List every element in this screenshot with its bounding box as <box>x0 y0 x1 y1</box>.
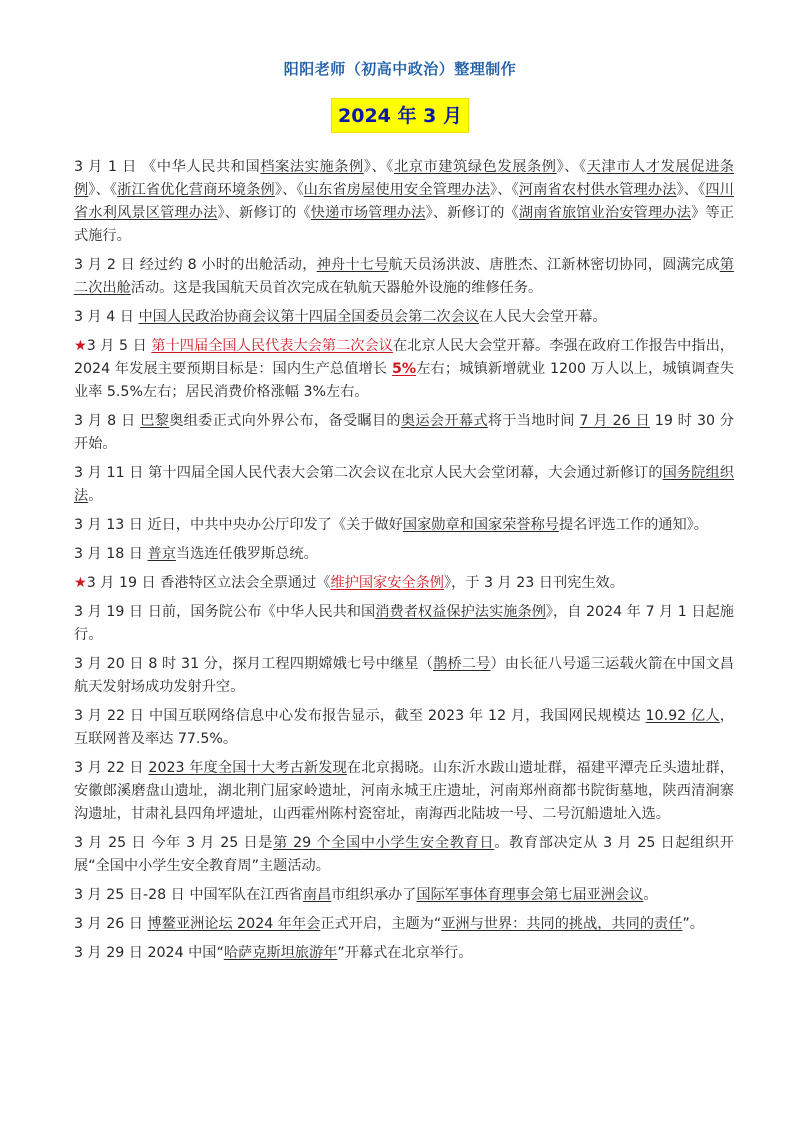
event-list <box>74 156 734 971</box>
event-entry <box>74 572 734 595</box>
event-entry <box>74 757 734 826</box>
highlighted-term: 浙江省优化营商环境条例 <box>117 182 275 198</box>
entry-text: 在人民大会堂开幕。 <box>478 309 607 325</box>
highlighted-term: 5% <box>391 361 417 377</box>
highlighted-term: 快递市场管理办法 <box>310 205 426 221</box>
entry-text: 》、《 <box>88 182 118 198</box>
entry-text: 》等正式施行。 <box>74 205 734 244</box>
entry-text: 在北京人民大会堂开幕。李强在政府工作报告中指出，2024 年发展主要预期目标是：国内生产总值增长 <box>74 338 734 377</box>
highlighted-term: 哈萨克斯坦旅游年 <box>223 945 338 961</box>
event-entry <box>74 514 734 537</box>
highlighted-term: 第 29 个全国中小学生安全教育日 <box>273 835 495 851</box>
entry-text: 》，于 3 月 23 日刊宪生效。 <box>444 575 624 591</box>
entry-text: 。 <box>643 887 658 903</box>
highlighted-term: 鹊桥二号 <box>433 656 491 672</box>
entry-text: 当选连任俄罗斯总统。 <box>175 546 318 562</box>
entry-text: 3 月 5 日 <box>86 338 152 354</box>
entry-text: 》、新修订的《 <box>217 205 311 221</box>
entry-text: 航天员汤洪波、唐胜杰、江新林密切协同，圆满完成 <box>388 257 720 273</box>
highlighted-term: 河南省农村供水管理办法 <box>518 182 677 198</box>
entry-text: 》、《 <box>363 159 394 175</box>
entry-text: 3 月 29 日 2024 中国“ <box>74 945 224 961</box>
entry-text: ”。 <box>682 916 704 932</box>
entry-text: 3 月 22 日 <box>74 760 149 776</box>
entry-text: 奥组委正式向外界公布，备受瞩目的 <box>169 413 401 429</box>
entry-text: 市组织承办了 <box>331 887 417 903</box>
entry-text: 3 月 4 日 <box>74 309 139 325</box>
event-entry <box>74 462 734 508</box>
event-entry <box>74 942 734 965</box>
entry-text: 》、新修订的《 <box>425 205 519 221</box>
entry-text: 左右；城镇新增就业 1200 万人以上，城镇调查失业率 5.5%左右；居民消费价格涨幅 3%左右。 <box>74 361 734 400</box>
event-entry <box>74 156 734 248</box>
highlighted-term: 亚洲与世界：共同的挑战，共同的责任 <box>441 916 683 932</box>
entry-text: 3 月 2 日 经过约 8 小时的出舱活动， <box>74 257 317 273</box>
highlighted-term: 山东省房屋使用安全管理办法 <box>303 182 491 198</box>
entry-text: 活动。这是我国航天员首次完成在轨航天器舱外设施的维修任务。 <box>130 280 543 296</box>
title-wrap <box>0 98 800 133</box>
event-entry <box>74 306 734 329</box>
entry-text: 》、《 <box>274 182 304 198</box>
highlighted-term: 普京 <box>147 546 176 562</box>
event-entry <box>74 832 734 878</box>
highlighted-term: 维护国家安全条例 <box>330 575 444 591</box>
page-header: 阳阳老师（初高中政治）整理制作 <box>283 60 517 78</box>
highlighted-term: 奥运会开幕式 <box>400 413 488 429</box>
entry-text: 3 月 1 日 《中华人民共和国 <box>74 159 261 175</box>
highlighted-term: 北京市建筑绿色发展条例 <box>393 159 557 175</box>
highlighted-term: 档案法实施条例 <box>260 159 364 175</box>
highlighted-term: 第十四届全国人民代表大会第二次会议 <box>151 338 393 354</box>
entry-text: 。教育部决定从 3 月 25 日起组织开展“全国中小学生安全教育周”主题活动。 <box>74 835 734 874</box>
highlighted-term: 7 月 26 日 <box>579 413 650 429</box>
highlighted-term: 国际军事体育理事会第七届亚洲会议 <box>416 887 644 903</box>
entry-text: 》、《 <box>556 159 587 175</box>
entry-text: 3 月 13 日 近日，中共中央办公厅印发了《关于做好 <box>74 517 403 533</box>
entry-text: 3 月 19 日 香港特区立法会全票通过《 <box>86 575 331 591</box>
entry-text: 3 月 25 日-28 日 中国军队在江西省 <box>74 887 303 903</box>
event-entry <box>74 653 734 699</box>
page-title: 2024 年 3 月 <box>331 98 469 133</box>
highlighted-term: 南昌 <box>302 887 332 903</box>
highlighted-term: 神舟十七号 <box>316 257 389 273</box>
entry-text: 3 月 19 日 日前，国务院公布《中华人民共和国 <box>74 604 376 620</box>
highlighted-term: 湖南省旅馆业治安管理办法 <box>518 205 692 221</box>
highlighted-term: 第二次出舱 <box>74 257 734 296</box>
entry-text: 3 月 20 日 8 时 31 分，探月工程四期嫦娥七号中继星（ <box>74 656 434 672</box>
highlighted-term: 10.92 亿人 <box>645 708 720 724</box>
event-entry <box>74 254 734 300</box>
entry-text: 3 月 22 日 中国互联网络信息中心发布报告显示，截至 2023 年 12 月，我国网民规模达 <box>74 708 646 724</box>
entry-text: 3 月 18 日 <box>74 546 148 562</box>
highlighted-term: 中国人民政治协商会议第十四届全国委员会第二次会议 <box>138 309 479 325</box>
event-entry <box>74 335 734 404</box>
highlighted-term: 四川省水利风景区管理办法 <box>74 182 734 221</box>
entry-text: 3 月 25 日 今年 3 月 25 日是 <box>74 835 274 851</box>
highlighted-term: 巴黎 <box>140 413 170 429</box>
entry-text: 正式开启，主题为“ <box>320 916 442 932</box>
entry-text: 3 月 26 日 <box>74 916 148 932</box>
event-entry <box>74 601 734 647</box>
event-entry <box>74 913 734 936</box>
star-icon: ★ <box>74 338 87 354</box>
event-entry <box>74 705 734 751</box>
entry-text: ）由长征八号遥三运载火箭在中国文昌航天发射场成功发射升空。 <box>74 656 734 695</box>
event-entry <box>74 884 734 907</box>
entry-text: 》，自 2024 年 7 月 1 日起施行。 <box>74 604 734 643</box>
highlighted-term: 国家勋章和国家荣誉称号 <box>402 517 559 533</box>
event-entry <box>74 410 734 456</box>
highlighted-term: 消费者权益保护法实施条例 <box>375 604 546 620</box>
entry-text: 在北京揭晓。山东沂水跋山遗址群，福建平潭壳丘头遗址群，安徽郎溪磨盘山遗址，湖北荆门屈家岭遗址，河南永城王庄遗址，河南郑州商都书院街墓地，陕西清涧寨沟遗址，甘肃礼县四角坪遗址，山西霍州陈村瓷窑址，南海西北陆坡一号、二号沉船遗址入选。 <box>74 760 734 822</box>
highlighted-term: 2023 年度全国十大考古新发现 <box>148 760 347 776</box>
event-entry <box>74 543 734 566</box>
highlighted-term: 天津市人才发展促进条例 <box>74 159 734 198</box>
highlighted-term: 国务院组织法 <box>74 465 734 504</box>
entry-text: 》、《 <box>676 182 706 198</box>
highlighted-term: 博鳌亚洲论坛 2024 年年会 <box>147 916 321 932</box>
entry-text: ，互联网普及率达 77.5%。 <box>74 708 734 747</box>
entry-text: 3 月 11 日 第十四届全国人民代表大会第二次会议在北京人民大会堂闭幕，大会通过新修订的 <box>74 465 663 481</box>
entry-text: 。 <box>88 488 103 504</box>
entry-text: 提名评选工作的通知》。 <box>558 517 708 533</box>
star-icon: ★ <box>74 575 87 591</box>
entry-text: 将于当地时间 <box>487 413 580 429</box>
entry-text: 3 月 8 日 <box>74 413 141 429</box>
entry-text: 19 时 30 分开始。 <box>74 413 734 452</box>
entry-text: ”开幕式在北京举行。 <box>337 945 473 961</box>
entry-text: 》、《 <box>490 182 519 198</box>
